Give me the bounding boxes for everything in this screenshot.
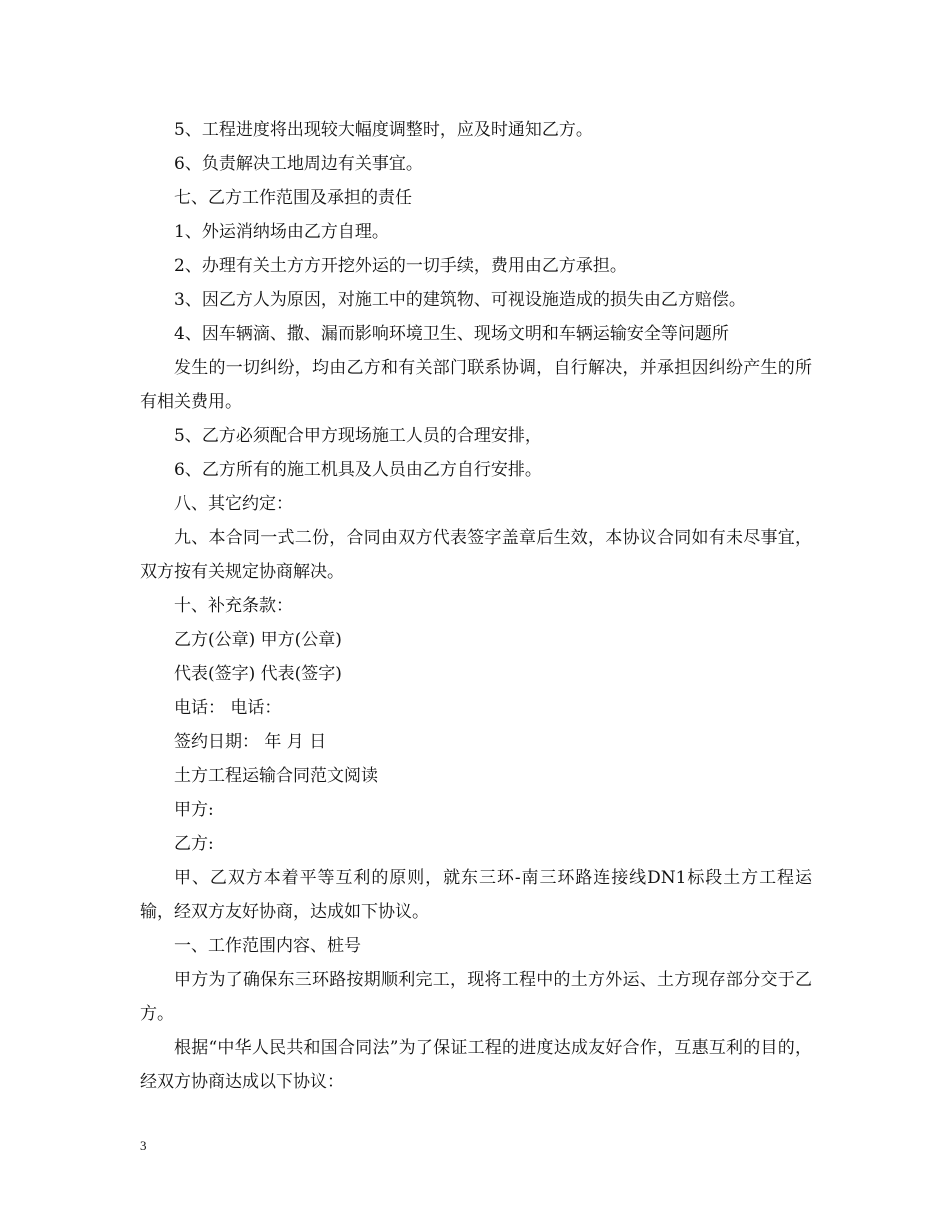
date-line: 签约日期： 年 月 日 — [174, 732, 327, 752]
signature-line: 代表(签字) 代表(签字) — [174, 664, 342, 684]
paragraph: 发生的一切纠纷，均由乙方和有关部门联系协调，自行解决，并承担因纠纷产生的所有相关费用。 — [140, 358, 812, 412]
party-a-line: 甲方: — [174, 800, 214, 820]
paragraph: 根据“中华人民共和国合同法”为了保证工程的进度达成友好合作，互惠互利的目的，经双方协商达成以下协议： — [140, 1038, 812, 1092]
section-heading: 七、乙方工作范围及承担的责任 — [174, 188, 412, 208]
page-number: 3 — [140, 1138, 147, 1153]
document-title: 土方工程运输合同范文阅读 — [174, 766, 378, 786]
paragraph: 甲方为了确保东三环路按期顺利完工，现将工程中的土方外运、土方现存部分交于乙方。 — [140, 970, 812, 1024]
document-body — [140, 113, 812, 1099]
section-heading: 一、工作范围内容、桩号 — [174, 936, 361, 956]
paragraph: 4、因车辆滴、撒、漏而影响环境卫生、现场文明和车辆运输安全等问题所 — [174, 324, 729, 344]
paragraph: 九、本合同一式二份，合同由双方代表签字盖章后生效，本协议合同如有未尽事宜，双方按有关规定协商解决。 — [140, 528, 812, 582]
paragraph: 5、乙方必须配合甲方现场施工人员的合理安排， — [174, 426, 542, 446]
paragraph: 3、因乙方人为原因，对施工中的建筑物、可视设施造成的损失由乙方赔偿。 — [174, 290, 746, 310]
paragraph: 2、办理有关土方方开挖外运的一切手续，费用由乙方承担。 — [174, 256, 627, 276]
section-heading: 八、其它约定： — [174, 494, 293, 514]
phone-line: 电话： 电话： — [174, 698, 282, 718]
section-heading: 十、补充条款： — [174, 596, 293, 616]
party-b-line: 乙方: — [174, 834, 214, 854]
paragraph: 5、工程进度将出现较大幅度调整时，应及时通知乙方。 — [174, 120, 593, 140]
paragraph: 6、负责解决工地周边有关事宜。 — [174, 154, 423, 174]
paragraph: 甲、乙双方本着平等互利的原则，就东三环-南三环路连接线DN1标段土方工程运输，经双方友好协商，达成如下协议。 — [140, 868, 812, 922]
paragraph: 1、外运消纳场由乙方自理。 — [174, 222, 389, 242]
paragraph: 6、乙方所有的施工机具及人员由乙方自行安排。 — [174, 460, 542, 480]
signature-line: 乙方(公章) 甲方(公章) — [174, 630, 342, 650]
